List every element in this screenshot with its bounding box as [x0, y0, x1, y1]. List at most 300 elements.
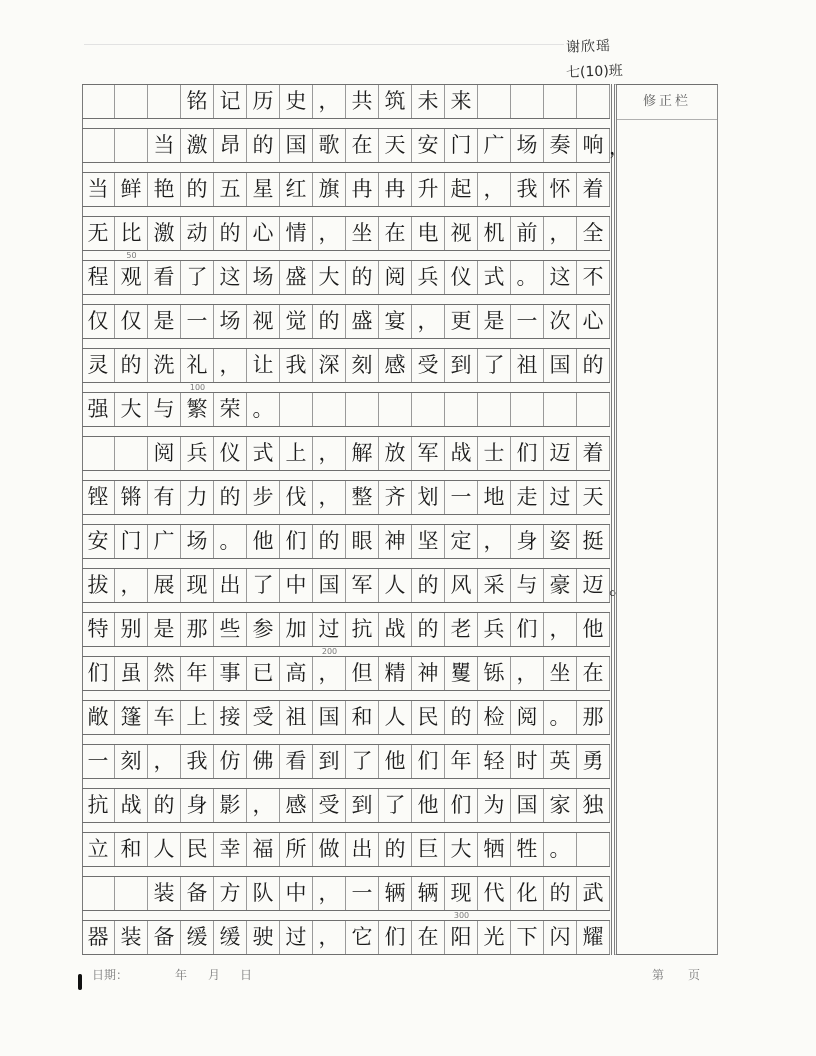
essay-char: ， [511, 657, 544, 690]
essay-char: 这 [544, 261, 577, 294]
essay-char: 采 [478, 569, 511, 602]
essay-char: 觉 [280, 305, 313, 338]
essay-char: 。 [214, 525, 247, 558]
essay-char: 年 [181, 657, 214, 690]
correction-column-label: 修正栏 [617, 85, 717, 120]
essay-char: 耀 [577, 921, 610, 954]
grid-cell [313, 393, 346, 426]
hanging-punctuation: ， [609, 135, 629, 159]
essay-char: 兵 [478, 613, 511, 646]
essay-char: 旗 [313, 173, 346, 206]
essay-char: 立 [82, 833, 115, 866]
essay-char: 强 [82, 393, 115, 426]
grid-cell [82, 85, 115, 118]
essay-char: 五 [214, 173, 247, 206]
grid-cell [115, 85, 148, 118]
footer-day: 日 [240, 968, 253, 982]
grid-row [82, 744, 610, 779]
essay-char: 们 [412, 745, 445, 778]
essay-char: 广 [148, 525, 181, 558]
title-char: 未 [412, 85, 445, 118]
essay-char: 过 [313, 613, 346, 646]
essay-char: 深 [313, 349, 346, 382]
essay-char: 刻 [115, 745, 148, 778]
essay-char: 当 [148, 129, 181, 162]
essay-char: 老 [445, 613, 478, 646]
essay-char: 我 [181, 745, 214, 778]
essay-char: 们 [82, 657, 115, 690]
essay-char: 幸 [214, 833, 247, 866]
essay-char: 民 [412, 701, 445, 734]
grid-row [82, 612, 610, 647]
grid-cell [115, 877, 148, 910]
essay-char: 盛 [346, 305, 379, 338]
grid-cell [346, 393, 379, 426]
word-count-marker: 200 [321, 647, 338, 656]
essay-char: 特 [82, 613, 115, 646]
essay-char: 到 [313, 745, 346, 778]
essay-char: 备 [148, 921, 181, 954]
essay-char: 心 [577, 305, 610, 338]
essay-char: 动 [181, 217, 214, 250]
essay-char: 缓 [214, 921, 247, 954]
essay-char: 抗 [346, 613, 379, 646]
essay-char: 辆 [412, 877, 445, 910]
grid-cell [544, 393, 577, 426]
essay-char: 车 [148, 701, 181, 734]
essay-char: 感 [379, 349, 412, 382]
essay-char: 星 [247, 173, 280, 206]
essay-char: 祖 [280, 701, 313, 734]
essay-char: 天 [379, 129, 412, 162]
essay-char: 们 [280, 525, 313, 558]
essay-char: 洗 [148, 349, 181, 382]
essay-char: ， [313, 481, 346, 514]
grid-cell [280, 393, 313, 426]
hanging-punctuation: 。 [609, 575, 629, 599]
footer-year: 年 [175, 968, 188, 982]
essay-char: 坚 [412, 525, 445, 558]
grid-row [82, 216, 610, 251]
essay-char: 放 [379, 437, 412, 470]
grid-cell [445, 393, 478, 426]
essay-char: ， [544, 217, 577, 250]
essay-char: 豪 [544, 569, 577, 602]
grid-row [82, 700, 610, 735]
essay-char: 刻 [346, 349, 379, 382]
essay-char: 有 [148, 481, 181, 514]
footer-page-suffix: 页 [688, 968, 701, 982]
essay-char: 的 [148, 789, 181, 822]
essay-char: 怀 [544, 173, 577, 206]
essay-char: 坐 [346, 217, 379, 250]
title-char: 记 [214, 85, 247, 118]
essay-char: 着 [577, 173, 610, 206]
essay-char: 无 [82, 217, 115, 250]
essay-char: 牲 [511, 833, 544, 866]
student-class: 七(10)班 [565, 63, 624, 81]
essay-char: 冉 [379, 173, 412, 206]
essay-char: 力 [181, 481, 214, 514]
essay-char: 些 [214, 613, 247, 646]
essay-char: 礼 [181, 349, 214, 382]
essay-char: 的 [313, 305, 346, 338]
essay-char: 的 [346, 261, 379, 294]
footer-month: 月 [208, 968, 221, 982]
essay-char: 与 [148, 393, 181, 426]
essay-char: 家 [544, 789, 577, 822]
grid-cell [115, 437, 148, 470]
title-char: 铭 [181, 85, 214, 118]
grid-cell [82, 437, 115, 470]
grid-cell [577, 85, 610, 118]
essay-char: ， [313, 877, 346, 910]
essay-char: 闪 [544, 921, 577, 954]
essay-char: 国 [313, 701, 346, 734]
grid-cell [577, 393, 610, 426]
essay-char: 人 [379, 569, 412, 602]
essay-char: 在 [577, 657, 610, 690]
composition-grid [82, 84, 629, 955]
essay-char: 驶 [247, 921, 280, 954]
essay-char: 看 [280, 745, 313, 778]
essay-char: 拔 [82, 569, 115, 602]
title-char: 史 [280, 85, 313, 118]
grid-row [82, 832, 610, 867]
essay-char: 阅 [511, 701, 544, 734]
essay-char: 在 [412, 921, 445, 954]
essay-char: 年 [445, 745, 478, 778]
essay-char: 们 [511, 437, 544, 470]
essay-char: 受 [247, 701, 280, 734]
essay-char: 中 [280, 877, 313, 910]
essay-char: 大 [313, 261, 346, 294]
essay-char: 们 [445, 789, 478, 822]
essay-char: 出 [346, 833, 379, 866]
essay-char: 场 [247, 261, 280, 294]
essay-char: ， [115, 569, 148, 602]
essay-char: 展 [148, 569, 181, 602]
essay-char: 迈 [577, 569, 610, 602]
essay-char: 过 [280, 921, 313, 954]
essay-char: 别 [115, 613, 148, 646]
essay-char: 挺 [577, 525, 610, 558]
essay-char: ， [478, 173, 511, 206]
word-count-marker: 300 [453, 911, 470, 920]
essay-char: 下 [511, 921, 544, 954]
grid-cell [148, 85, 181, 118]
essay-char: 做 [313, 833, 346, 866]
title-char: 历 [247, 85, 280, 118]
essay-char: 。 [544, 701, 577, 734]
essay-char: 比 [115, 217, 148, 250]
essay-char: 阅 [379, 261, 412, 294]
essay-char: 感 [280, 789, 313, 822]
grid-cell [82, 877, 115, 910]
essay-char: 的 [577, 349, 610, 382]
essay-char: 全 [577, 217, 610, 250]
essay-char: 抗 [82, 789, 115, 822]
essay-char: 人 [379, 701, 412, 734]
essay-char: 了 [247, 569, 280, 602]
essay-char: 电 [412, 217, 445, 250]
essay-char: 那 [577, 701, 610, 734]
essay-char: 身 [511, 525, 544, 558]
grid-row [82, 480, 610, 515]
essay-char: 让 [247, 349, 280, 382]
grid-row [82, 172, 610, 207]
essay-char: 式 [478, 261, 511, 294]
essay-char: 视 [445, 217, 478, 250]
essay-char: 视 [247, 305, 280, 338]
essay-char: 装 [148, 877, 181, 910]
grid-cell [544, 85, 577, 118]
essay-char: 那 [181, 613, 214, 646]
essay-char: 在 [346, 129, 379, 162]
essay-char: 一 [445, 481, 478, 514]
essay-char: 坐 [544, 657, 577, 690]
grid-cell [412, 393, 445, 426]
essay-char: 人 [148, 833, 181, 866]
essay-char: 士 [478, 437, 511, 470]
essay-char: 战 [115, 789, 148, 822]
essay-char: 国 [511, 789, 544, 822]
essay-char: 不 [577, 261, 610, 294]
word-count-marker: 100 [189, 383, 206, 392]
essay-char: 仪 [214, 437, 247, 470]
essay-char: 他 [577, 613, 610, 646]
essay-char: 兵 [181, 437, 214, 470]
essay-char: 激 [181, 129, 214, 162]
grid-row [82, 920, 610, 955]
essay-char: 加 [280, 613, 313, 646]
essay-char: 铄 [478, 657, 511, 690]
essay-char: 解 [346, 437, 379, 470]
essay-char: 灵 [82, 349, 115, 382]
essay-char: 眼 [346, 525, 379, 558]
essay-char: 歌 [313, 129, 346, 162]
essay-char: 步 [247, 481, 280, 514]
grid-row [82, 392, 610, 427]
essay-char: 了 [346, 745, 379, 778]
essay-char: 为 [478, 789, 511, 822]
essay-char: 了 [379, 789, 412, 822]
essay-char: 受 [412, 349, 445, 382]
essay-char: 场 [214, 305, 247, 338]
essay-char: 代 [478, 877, 511, 910]
essay-char: 起 [445, 173, 478, 206]
essay-char: 高 [280, 657, 313, 690]
essay-char: 了 [181, 261, 214, 294]
essay-char: 当 [82, 173, 115, 206]
essay-char: 兵 [412, 261, 445, 294]
essay-char: 广 [478, 129, 511, 162]
grid-row [82, 568, 629, 603]
essay-char: 看 [148, 261, 181, 294]
essay-char: 这 [214, 261, 247, 294]
essay-char: 国 [313, 569, 346, 602]
essay-char: 的 [214, 481, 247, 514]
grid-row [82, 304, 610, 339]
footer-date-label: 日期： [92, 968, 129, 982]
essay-char: 勇 [577, 745, 610, 778]
essay-char: 大 [115, 393, 148, 426]
essay-char: 的 [313, 525, 346, 558]
essay-char: 和 [115, 833, 148, 866]
essay-char: 伐 [280, 481, 313, 514]
essay-char: 铿 [82, 481, 115, 514]
essay-char: 时 [511, 745, 544, 778]
essay-char: 光 [478, 921, 511, 954]
essay-title-row [82, 84, 610, 119]
essay-char: 。 [544, 833, 577, 866]
essay-char: ， [214, 349, 247, 382]
essay-char: 鲜 [115, 173, 148, 206]
essay-char: 上 [280, 437, 313, 470]
essay-char: 响 [577, 129, 610, 162]
essay-char: 盛 [280, 261, 313, 294]
essay-char: 影 [214, 789, 247, 822]
essay-char: 事 [214, 657, 247, 690]
paper-edge-line [84, 44, 564, 45]
essay-char: 矍 [445, 657, 478, 690]
essay-char: 装 [115, 921, 148, 954]
essay-char: 整 [346, 481, 379, 514]
essay-char: 上 [181, 701, 214, 734]
essay-char: 一 [82, 745, 115, 778]
essay-char: 升 [412, 173, 445, 206]
essay-char: 。 [247, 393, 280, 426]
essay-char: 的 [214, 217, 247, 250]
essay-char: 程 [82, 261, 115, 294]
essay-char: 国 [544, 349, 577, 382]
essay-char: 精 [379, 657, 412, 690]
essay-char: 的 [247, 129, 280, 162]
essay-char: 天 [577, 481, 610, 514]
essay-char: 神 [412, 657, 445, 690]
grid-cell [115, 129, 148, 162]
footer-page-prefix: 第 [652, 968, 665, 982]
scan-mark [78, 974, 82, 990]
essay-char: ， [313, 437, 346, 470]
essay-char: 参 [247, 613, 280, 646]
essay-char: 了 [478, 349, 511, 382]
essay-char: 地 [478, 481, 511, 514]
essay-char: 但 [346, 657, 379, 690]
essay-char: 们 [379, 921, 412, 954]
essay-char: 的 [379, 833, 412, 866]
essay-char: 一 [181, 305, 214, 338]
essay-char: 奏 [544, 129, 577, 162]
essay-char: 前 [511, 217, 544, 250]
essay-char: 次 [544, 305, 577, 338]
essay-char: 着 [577, 437, 610, 470]
essay-char: 英 [544, 745, 577, 778]
essay-char: 神 [379, 525, 412, 558]
essay-char: 与 [511, 569, 544, 602]
essay-char: 走 [511, 481, 544, 514]
essay-char: 宴 [379, 305, 412, 338]
grid-row [82, 656, 610, 691]
essay-char: 器 [82, 921, 115, 954]
essay-char: 的 [445, 701, 478, 734]
essay-char: 一 [346, 877, 379, 910]
essay-char: 繁 [181, 393, 214, 426]
essay-char: 方 [214, 877, 247, 910]
essay-char: 备 [181, 877, 214, 910]
essay-char: 军 [412, 437, 445, 470]
essay-char: 场 [511, 129, 544, 162]
essay-char: 迈 [544, 437, 577, 470]
essay-char: ， [478, 525, 511, 558]
essay-char: 。 [511, 261, 544, 294]
essay-char: 仿 [214, 745, 247, 778]
essay-char: 已 [247, 657, 280, 690]
essay-char: 仪 [445, 261, 478, 294]
essay-char: 受 [313, 789, 346, 822]
essay-char: ， [544, 613, 577, 646]
essay-char: 他 [247, 525, 280, 558]
essay-char: 身 [181, 789, 214, 822]
grid-cell [511, 85, 544, 118]
essay-char: 的 [115, 349, 148, 382]
essay-char: 更 [445, 305, 478, 338]
essay-char: 武 [577, 877, 610, 910]
essay-char: 到 [445, 349, 478, 382]
grid-cell [511, 393, 544, 426]
essay-char: 军 [346, 569, 379, 602]
essay-char: 然 [148, 657, 181, 690]
essay-char: 昂 [214, 129, 247, 162]
grid-row [82, 524, 610, 559]
essay-char: ， [313, 217, 346, 250]
essay-char: 仅 [115, 305, 148, 338]
essay-char: 阅 [148, 437, 181, 470]
essay-char: 它 [346, 921, 379, 954]
essay-char: 场 [181, 525, 214, 558]
essay-char: 是 [148, 613, 181, 646]
essay-char: 们 [511, 613, 544, 646]
essay-char: ， [313, 657, 346, 690]
essay-char: 祖 [511, 349, 544, 382]
essay-char: 安 [412, 129, 445, 162]
essay-char: 缓 [181, 921, 214, 954]
title-char: 来 [445, 85, 478, 118]
essay-char: 队 [247, 877, 280, 910]
grid-row [82, 260, 610, 295]
grid-cell [82, 129, 115, 162]
essay-char: 牺 [478, 833, 511, 866]
word-count-marker: 50 [126, 251, 137, 260]
title-char: 共 [346, 85, 379, 118]
essay-char: 检 [478, 701, 511, 734]
essay-char: 冉 [346, 173, 379, 206]
essay-char: 观 [115, 261, 148, 294]
essay-char: 风 [445, 569, 478, 602]
essay-char: 到 [346, 789, 379, 822]
essay-char: 大 [445, 833, 478, 866]
grid-row [82, 348, 610, 383]
essay-char: 情 [280, 217, 313, 250]
essay-char: 锵 [115, 481, 148, 514]
essay-char: ， [247, 789, 280, 822]
essay-char: 他 [379, 745, 412, 778]
essay-char: 门 [445, 129, 478, 162]
essay-char: 的 [412, 613, 445, 646]
essay-char: 化 [511, 877, 544, 910]
essay-char: 一 [511, 305, 544, 338]
essay-char: 的 [181, 173, 214, 206]
